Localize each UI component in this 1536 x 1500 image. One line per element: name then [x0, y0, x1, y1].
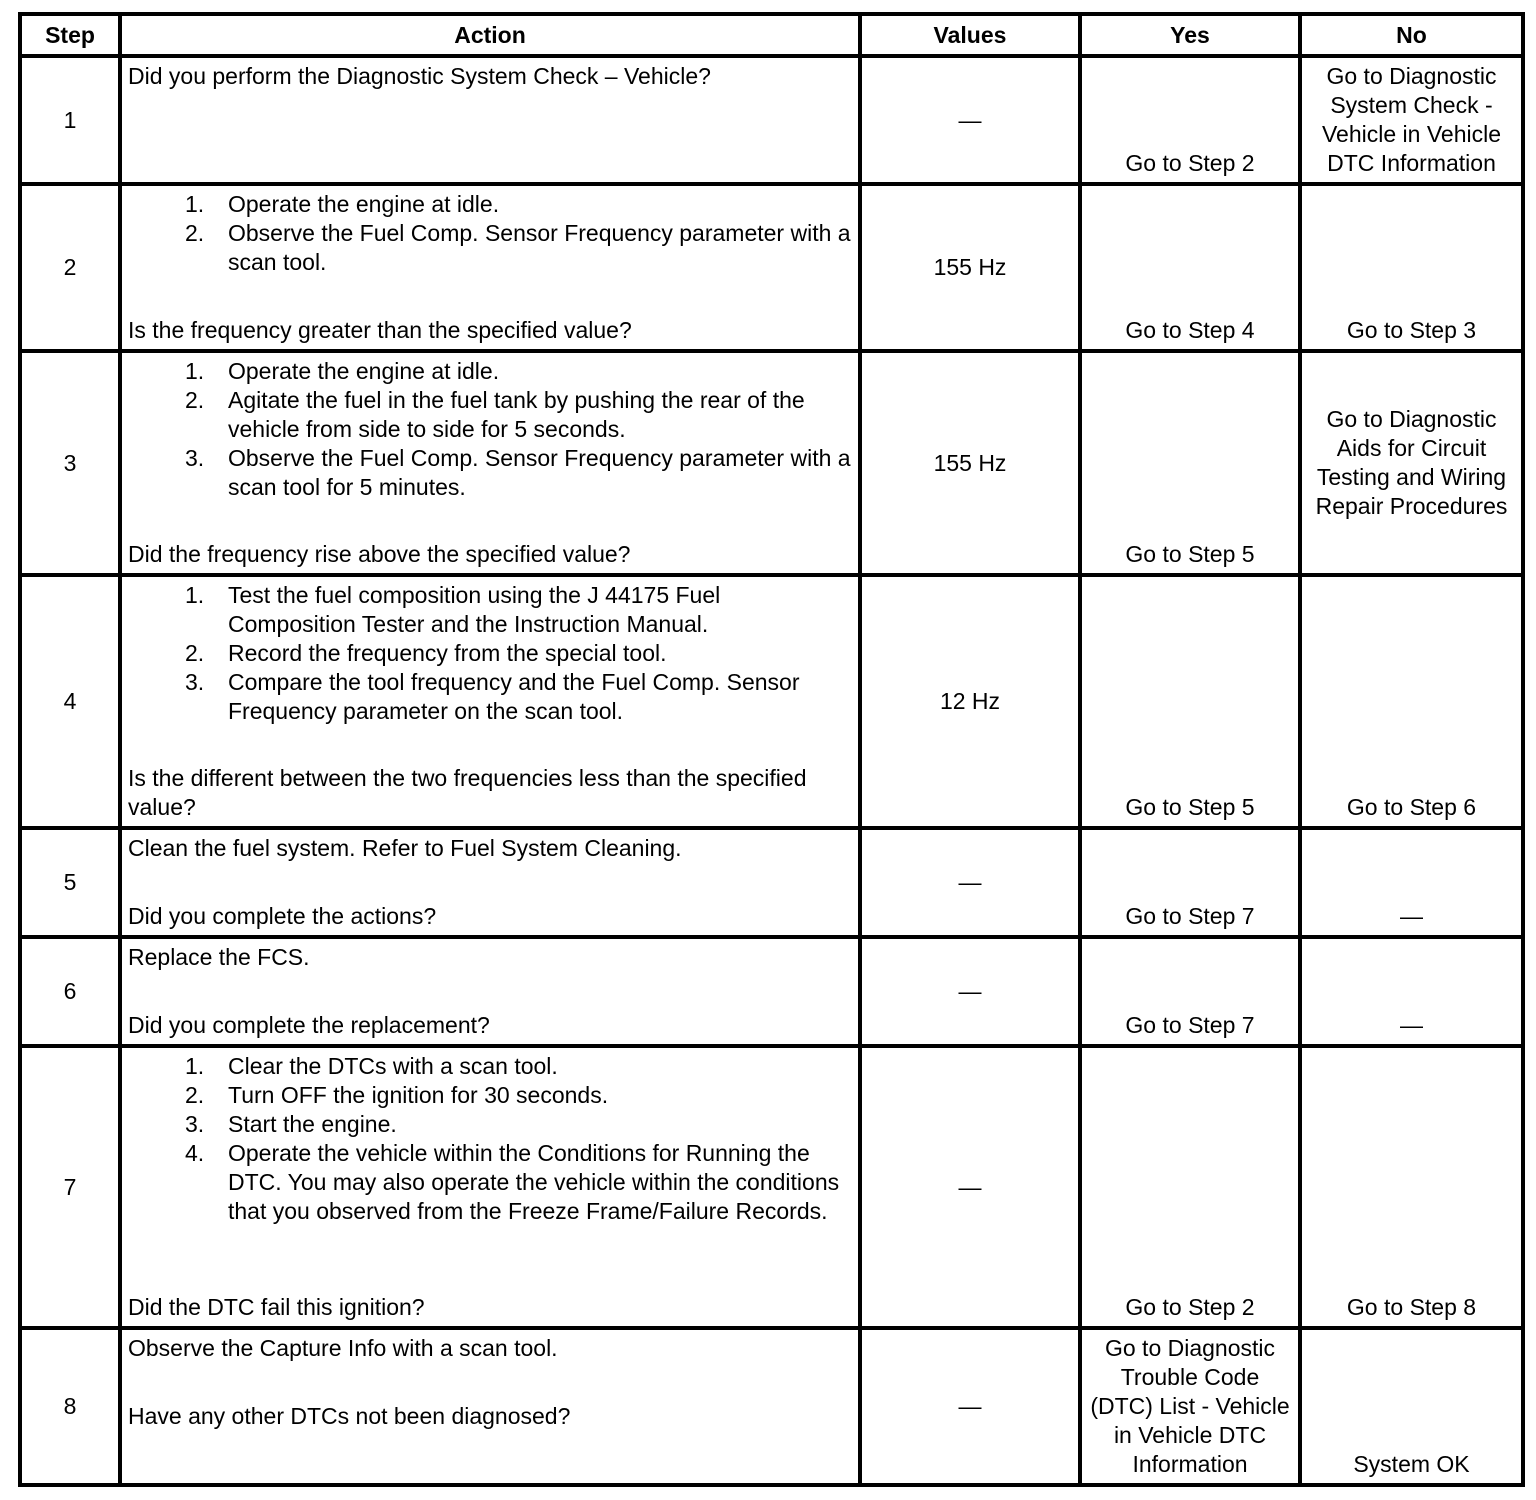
- list-item: 2. Agitate the fuel in the fuel tank by pushing the rear of the vehicle from side to side for 5 seconds.: [185, 387, 805, 442]
- yes-cell: Go to Step 7: [1080, 937, 1300, 1046]
- no-cell: Go to Step 3: [1300, 184, 1523, 351]
- action-steps: [128, 1052, 852, 1226]
- table-row: [20, 1328, 1523, 1485]
- step-number: 2: [20, 184, 120, 351]
- action-cell: [120, 937, 860, 1046]
- action-question: Is the different between the two frequencies less than the specified value?: [128, 765, 807, 820]
- yes-cell: Go to Step 7: [1080, 828, 1300, 937]
- action-steps: [128, 581, 852, 726]
- action-question: Have any other DTCs not been diagnosed?: [128, 1403, 571, 1429]
- value-cell: —: [860, 937, 1080, 1046]
- table-row: [20, 56, 1523, 184]
- action-steps: [128, 190, 852, 277]
- list-item: 2. Turn OFF the ignition for 30 seconds.: [185, 1082, 609, 1108]
- table-row: [20, 937, 1523, 1046]
- list-item: 1. Operate the engine at idle.: [185, 191, 500, 217]
- table-row: [20, 184, 1523, 351]
- value-cell: 155 Hz: [860, 351, 1080, 575]
- no-cell: Go to Step 8: [1300, 1046, 1523, 1328]
- header-values: Values: [860, 14, 1080, 56]
- value-cell: 155 Hz: [860, 184, 1080, 351]
- yes-cell: Go to Step 5: [1080, 351, 1300, 575]
- action-question: Is the frequency greater than the specified value?: [128, 317, 632, 343]
- yes-cell: Go to Diagnostic Trouble Code (DTC) List - Vehicle in Vehicle DTC Information: [1080, 1328, 1300, 1485]
- value-cell: —: [860, 56, 1080, 184]
- header-step: Step: [20, 14, 120, 56]
- action-cell: [120, 828, 860, 937]
- action-cell: [120, 351, 860, 575]
- yes-cell: Go to Step 2: [1080, 56, 1300, 184]
- yes-cell: Go to Step 5: [1080, 575, 1300, 828]
- step-number: 6: [20, 937, 120, 1046]
- header-yes: Yes: [1080, 14, 1300, 56]
- no-cell: —: [1300, 937, 1523, 1046]
- table-row: [20, 828, 1523, 937]
- action-cell: [120, 1046, 860, 1328]
- list-item: 2. Observe the Fuel Comp. Sensor Frequency parameter with a scan tool.: [185, 220, 851, 275]
- table-row: [20, 351, 1523, 575]
- step-number: 7: [20, 1046, 120, 1328]
- step-number: 5: [20, 828, 120, 937]
- action-question: Did you complete the actions?: [128, 903, 437, 929]
- action-intro: Clean the fuel system. Refer to Fuel System Cleaning.: [128, 835, 682, 861]
- header-action: Action: [120, 14, 860, 56]
- action-cell: [120, 1328, 860, 1485]
- action-intro: Replace the FCS.: [128, 944, 310, 970]
- list-item: 2. Record the frequency from the special tool.: [185, 640, 667, 666]
- header-no: No: [1300, 14, 1523, 56]
- list-item: 3. Observe the Fuel Comp. Sensor Frequency parameter with a scan tool for 5 minutes.: [185, 445, 851, 500]
- no-cell: —: [1300, 828, 1523, 937]
- action-question: Did the frequency rise above the specified value?: [128, 541, 631, 567]
- action-steps: [128, 357, 852, 502]
- action-cell: [120, 575, 860, 828]
- yes-cell: Go to Step 4: [1080, 184, 1300, 351]
- table-row: [20, 1046, 1523, 1328]
- action-question: Did you complete the replacement?: [128, 1012, 490, 1038]
- value-cell: —: [860, 1328, 1080, 1485]
- step-number: 1: [20, 56, 120, 184]
- list-item: 1. Test the fuel composition using the J 44175 Fuel Composition Tester and the Instruction Manual.: [185, 582, 721, 637]
- action-question: Did the DTC fail this ignition?: [128, 1294, 425, 1320]
- value-cell: —: [860, 1046, 1080, 1328]
- list-item: 1. Operate the engine at idle.: [185, 358, 500, 384]
- action-intro: Observe the Capture Info with a scan tool.: [128, 1335, 558, 1361]
- action-intro: Did you perform the Diagnostic System Check – Vehicle?: [128, 63, 711, 89]
- header-row: [20, 14, 1523, 56]
- value-cell: —: [860, 828, 1080, 937]
- list-item: 3. Compare the tool frequency and the Fuel Comp. Sensor Frequency parameter on the scan tool.: [185, 669, 800, 724]
- value-cell: 12 Hz: [860, 575, 1080, 828]
- no-cell: Go to Diagnostic System Check - Vehicle in Vehicle DTC Information: [1300, 56, 1523, 184]
- list-item: 1. Clear the DTCs with a scan tool.: [185, 1053, 558, 1079]
- no-cell: Go to Step 6: [1300, 575, 1523, 828]
- action-cell: [120, 184, 860, 351]
- no-cell: System OK: [1300, 1328, 1523, 1485]
- no-cell: Go to Diagnostic Aids for Circuit Testing and Wiring Repair Procedures: [1300, 351, 1523, 575]
- diagnostic-table: [18, 12, 1525, 1487]
- step-number: 8: [20, 1328, 120, 1485]
- yes-cell: Go to Step 2: [1080, 1046, 1300, 1328]
- step-number: 4: [20, 575, 120, 828]
- table-row: [20, 575, 1523, 828]
- action-cell: [120, 56, 860, 184]
- list-item: 3. Start the engine.: [185, 1111, 397, 1137]
- step-number: 3: [20, 351, 120, 575]
- list-item: 4. Operate the vehicle within the Conditions for Running the DTC. You may also operate the vehicle within the conditions that you observed from the Freeze Frame/Failure Records.: [185, 1140, 840, 1224]
